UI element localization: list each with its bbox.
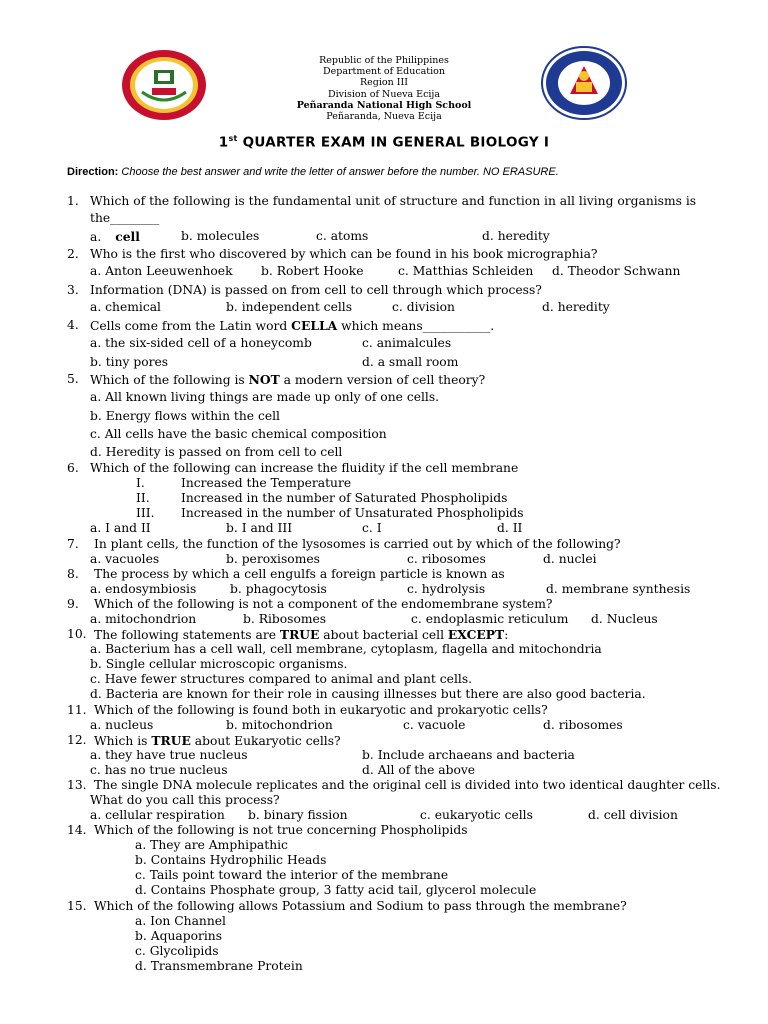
- q4-text-bold: CELLA: [291, 318, 338, 333]
- q6-choice-d: d. II: [497, 521, 523, 535]
- q8-choice-c: c. hydrolysis: [407, 582, 486, 596]
- q10-number: 10.: [67, 627, 87, 641]
- q13-choice-d: d. cell division: [588, 808, 678, 822]
- q13-choice-b: b. binary fission: [248, 808, 348, 822]
- title-text: QUARTER EXAM IN GENERAL BIOLOGY I: [237, 134, 550, 151]
- q8-text: The process by which a cell engulfs a foreign particle is known as: [94, 567, 505, 581]
- q14-choice-c: c. Tails point toward the interior of the membrane: [135, 868, 449, 882]
- q5-choice-b: b. Energy flows within the cell: [90, 409, 280, 423]
- q8-number: 8.: [67, 567, 79, 581]
- q4-choice-d: d. a small room: [362, 355, 459, 369]
- q9-choice-d: d. Nucleus: [591, 612, 658, 626]
- q1-choice-a: [90, 229, 140, 245]
- q4-text: [90, 318, 494, 334]
- school-address: Peñaranda, Nueva Ecija: [326, 111, 442, 123]
- q7-number: 7.: [67, 537, 79, 551]
- q5-text-post: a modern version of cell theory?: [279, 373, 486, 387]
- q12-choice-b: b. Include archaeans and bacteria: [362, 748, 575, 762]
- q14-number: 14.: [67, 823, 87, 837]
- q3-choice-d: d. heredity: [542, 300, 610, 314]
- division-line: Division of Nueva Ecija: [327, 88, 441, 100]
- q11-choice-d: d. ribosomes: [543, 718, 623, 732]
- q9-choice-a: a. mitochondrion: [90, 612, 197, 626]
- q12-choice-d: d. All of the above: [362, 763, 476, 777]
- q8-choice-d: d. membrane synthesis: [546, 582, 691, 596]
- q6-roman-iii: III.: [136, 506, 155, 520]
- q5-choice-d: d. Heredity is passed on from cell to cell: [90, 445, 343, 459]
- q15-choice-d: d. Transmembrane Protein: [135, 959, 303, 973]
- q10-choice-d: d. Bacteria are known for their role in causing illnesses but there are also good bacteria.: [90, 687, 646, 701]
- q3-choice-c: c. division: [392, 300, 455, 314]
- q12-text-post: about Eukaryotic cells?: [190, 734, 341, 748]
- title-ordinal: 1: [218, 134, 229, 151]
- q14-choice-b: b. Contains Hydrophilic Heads: [135, 853, 327, 867]
- q5-text-pre: Which of the following is: [90, 373, 249, 387]
- q2-text: Who is the first who discovered by which can be found in his book micrographia?: [90, 247, 598, 261]
- q10-text-mid: about bacterial cell: [319, 628, 448, 642]
- q11-choice-c: c. vacuole: [403, 718, 466, 732]
- q12-text-pre: Which is: [94, 734, 152, 748]
- region-line: Region III: [359, 77, 408, 89]
- q10-choice-c: c. Have fewer structures compared to animal and plant cells.: [90, 672, 473, 686]
- q15-text: Which of the following allows Potassium and Sodium to pass through the membrane?: [94, 899, 627, 913]
- q15-choice-a: a. Ion Channel: [135, 914, 226, 928]
- q1-choice-a-letter: a.: [90, 230, 102, 244]
- q2-choice-a: a. Anton Leeuwenhoek: [90, 264, 233, 278]
- republic-line: Republic of the Philippines: [319, 55, 449, 66]
- q3-choice-b: b. independent cells: [226, 300, 353, 314]
- q8-choice-a: a. endosymbiosis: [90, 582, 197, 596]
- department-line: Department of Education: [323, 66, 445, 78]
- q5-choice-c: c. All cells have the basic chemical composition: [90, 427, 387, 441]
- q14-choice-d: d. Contains Phosphate group, 3 fatty acid tail, glycerol molecule: [135, 883, 537, 897]
- school-name: Peñaranda National High School: [296, 99, 472, 111]
- q1-choice-c: c. atoms: [316, 229, 369, 243]
- q12-text-bold: TRUE: [151, 733, 191, 748]
- q4-number: 4.: [67, 318, 79, 332]
- directions: [67, 166, 559, 178]
- q4-text-pre: Cells come from the Latin word: [90, 319, 292, 333]
- q7-text: In plant cells, the function of the lysosomes is carried out by which of the following?: [94, 537, 621, 551]
- q4-choice-b: b. tiny pores: [90, 355, 169, 369]
- q7-choice-c: c. ribosomes: [407, 552, 486, 566]
- q1-choice-b: b. molecules: [181, 229, 260, 243]
- q3-number: 3.: [67, 283, 79, 297]
- q9-text: Which of the following is not a component of the endomembrane system?: [94, 597, 553, 611]
- q12-choice-a: a. they have true nucleus: [90, 748, 248, 762]
- q6-statement-iii: Increased in the number of Unsaturated Phospholipids: [181, 506, 524, 520]
- q9-choice-c: c. endoplasmic reticulum: [411, 612, 569, 626]
- q1-text-cont: the________: [90, 211, 160, 225]
- q6-roman-i: I.: [136, 476, 145, 490]
- q2-choice-c: c. Matthias Schleiden: [398, 264, 534, 278]
- q1-number: 1.: [67, 194, 79, 208]
- q7-choice-d: d. nuclei: [543, 552, 597, 566]
- q15-choice-c: c. Glycolipids: [135, 944, 219, 958]
- q6-choice-b: b. I and III: [226, 521, 293, 535]
- q1-choice-d: d. heredity: [482, 229, 550, 243]
- title-ordinal-suffix: st: [228, 134, 238, 143]
- q10-choice-b: b. Single cellular microscopic organisms.: [90, 657, 348, 671]
- q11-choice-b: b. mitochondrion: [226, 718, 333, 732]
- exam-title: [0, 134, 768, 151]
- q1-choice-a-answer: cell: [115, 229, 140, 244]
- q5-choice-a: a. All known living things are made up only of one cells.: [90, 390, 440, 404]
- direction-label: Direction:: [67, 166, 119, 178]
- q2-choice-d: d. Theodor Schwann: [552, 264, 681, 278]
- q10-text-pre: The following statements are: [94, 628, 280, 642]
- q4-text-post: which means___________.: [337, 319, 495, 333]
- q13-choice-c: c. eukaryotic cells: [420, 808, 533, 822]
- q5-text: [90, 372, 485, 388]
- q5-number: 5.: [67, 372, 79, 386]
- q6-statement-ii: Increased in the number of Saturated Phospholipids: [181, 491, 508, 505]
- q7-choice-b: b. peroxisomes: [226, 552, 320, 566]
- q5-text-bold: NOT: [248, 372, 280, 387]
- q3-choice-a: a. chemical: [90, 300, 161, 314]
- q6-choice-a: a. I and II: [90, 521, 151, 535]
- q14-text: Which of the following is not true concerning Phospholipids: [94, 823, 468, 837]
- q2-number: 2.: [67, 247, 79, 261]
- q10-text: [94, 627, 508, 643]
- q14-choice-a: a. They are Amphipathic: [135, 838, 288, 852]
- q10-choice-a: a. Bacterium has a cell wall, cell membrane, cytoplasm, flagella and mitochondria: [90, 642, 602, 656]
- q10-text-post: :: [504, 628, 509, 642]
- school-header: [0, 55, 768, 122]
- q12-choice-c: c. has no true nucleus: [90, 763, 228, 777]
- q11-choice-a: a. nucleus: [90, 718, 154, 732]
- q1-text: Which of the following is the fundamental unit of structure and function in all living organisms is: [90, 194, 697, 208]
- q4-choice-c: c. animalcules: [362, 336, 452, 350]
- q6-choice-c: c. I: [362, 521, 382, 535]
- q13-text-cont: What do you call this process?: [90, 793, 280, 807]
- q9-choice-b: b. Ribosomes: [243, 612, 327, 626]
- q15-number: 15.: [67, 899, 87, 913]
- q6-roman-ii: II.: [136, 491, 150, 505]
- q7-choice-a: a. vacuoles: [90, 552, 160, 566]
- q12-text: [94, 733, 341, 749]
- q4-choice-a: a. the six-sided cell of a honeycomb: [90, 336, 312, 350]
- q15-choice-b: b. Aquaporins: [135, 929, 223, 943]
- q12-number: 12.: [67, 733, 87, 747]
- q6-statement-i: Increased the Temperature: [181, 476, 352, 490]
- q10-text-bold1: TRUE: [279, 627, 320, 642]
- q10-text-bold2: EXCEPT: [447, 627, 505, 642]
- q11-text: Which of the following is found both in eukaryotic and prokaryotic cells?: [94, 703, 548, 717]
- q13-text: The single DNA molecule replicates and the original cell is divided into two identical daughter cells.: [94, 778, 721, 792]
- q9-number: 9.: [67, 597, 79, 611]
- q8-choice-b: b. phagocytosis: [230, 582, 327, 596]
- q6-number: 6.: [67, 461, 79, 475]
- q13-choice-a: a. cellular respiration: [90, 808, 225, 822]
- q2-choice-b: b. Robert Hooke: [261, 264, 364, 278]
- q6-text: Which of the following can increase the fluidity if the cell membrane: [90, 461, 519, 475]
- q11-number: 11.: [67, 703, 87, 717]
- direction-text: Choose the best answer and write the letter of answer before the number. NO ERASURE.: [118, 166, 559, 178]
- q13-number: 13.: [67, 778, 87, 792]
- q3-text: Information (DNA) is passed on from cell to cell through which process?: [90, 283, 542, 297]
